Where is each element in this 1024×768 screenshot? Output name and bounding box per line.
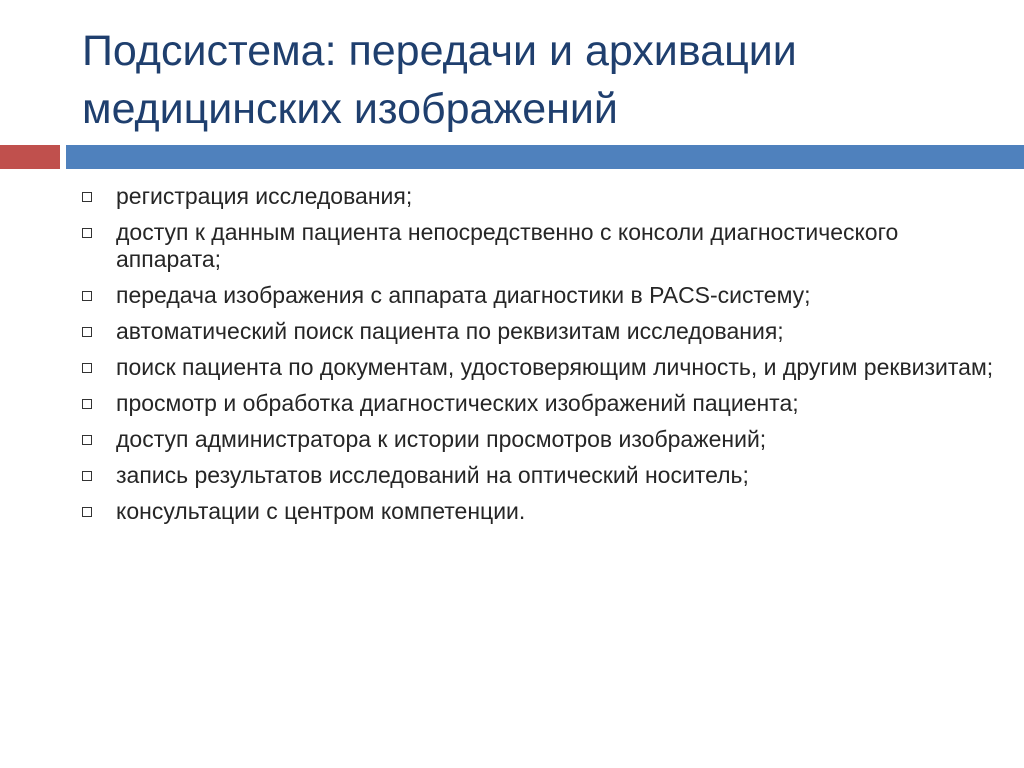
slide-title	[82, 22, 1002, 138]
list-item	[78, 219, 998, 273]
square-bullet-icon	[82, 507, 92, 517]
list-item-text: доступ администратора к истории просмотров изображений;	[116, 426, 767, 452]
list-item	[78, 390, 998, 417]
square-bullet-icon	[82, 192, 92, 202]
accent-bar-red	[0, 145, 60, 169]
list-item	[78, 354, 998, 381]
list-item	[78, 498, 998, 525]
title-line-1: Подсистема: передачи и архивации	[82, 27, 797, 75]
list-item	[78, 462, 998, 489]
square-bullet-icon	[82, 363, 92, 373]
list-item-text: просмотр и обработка диагностических изображений пациента;	[116, 390, 799, 416]
list-item-text: консультации с центром компетенции.	[116, 498, 526, 524]
square-bullet-icon	[82, 399, 92, 409]
list-item-text: доступ к данным пациента непосредственно с консоли диагностического аппарата;	[116, 219, 899, 272]
square-bullet-icon	[82, 327, 92, 337]
square-bullet-icon	[82, 435, 92, 445]
list-item	[78, 318, 998, 345]
list-item-text: поиск пациента по документам, удостоверяющим личность, и другим реквизитам;	[116, 354, 994, 380]
list-item-text: передача изображения с аппарата диагностики в PACS-систему;	[116, 282, 811, 308]
list-item-text: запись результатов исследований на оптический носитель;	[116, 462, 749, 488]
list-item	[78, 183, 998, 210]
list-item	[78, 426, 998, 453]
square-bullet-icon	[82, 291, 92, 301]
square-bullet-icon	[82, 471, 92, 481]
list-item-text: регистрация исследования;	[116, 183, 413, 209]
bullet-list	[78, 183, 998, 534]
list-item-text: автоматический поиск пациента по реквизитам исследования;	[116, 318, 784, 344]
title-line-2: медицинских изображений	[82, 85, 618, 133]
square-bullet-icon	[82, 228, 92, 238]
list-item	[78, 282, 998, 309]
accent-bar-blue	[66, 145, 1024, 169]
